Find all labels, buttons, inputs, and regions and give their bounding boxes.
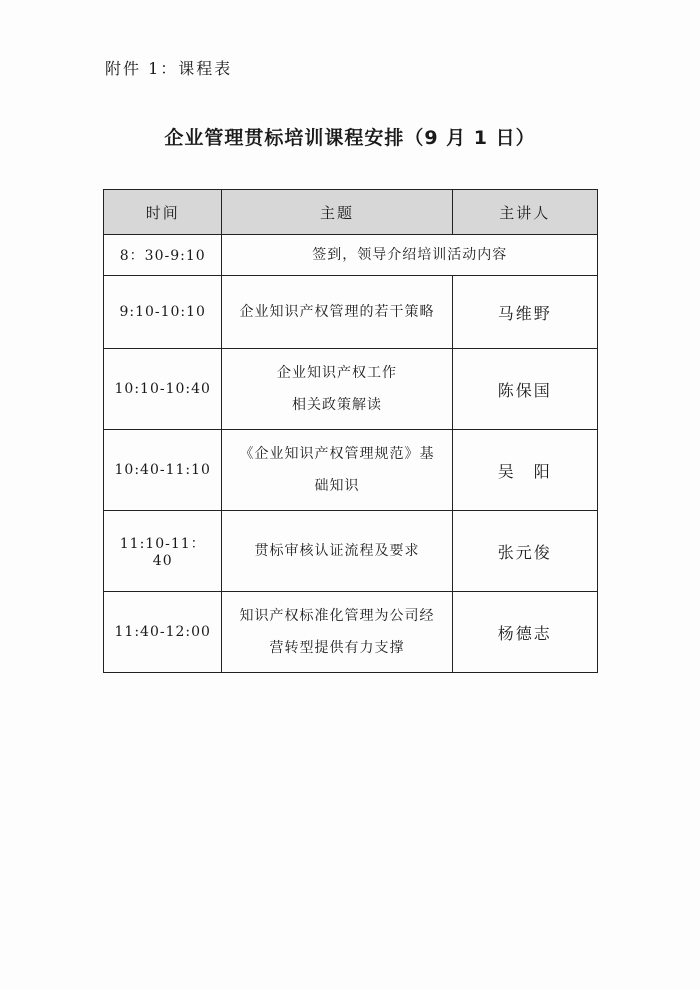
attachment-label: 附件 1：课程表 bbox=[105, 59, 233, 78]
cell-topic bbox=[222, 592, 452, 673]
cell-topic: 企业知识产权管理的若干策略 bbox=[222, 276, 452, 349]
cell-speaker: 吴 阳 bbox=[452, 430, 597, 511]
table-row bbox=[104, 430, 598, 511]
schedule-table bbox=[103, 189, 598, 673]
table-row bbox=[104, 349, 598, 430]
cell-speaker: 陈保国 bbox=[452, 349, 597, 430]
cell-topic: 贯标审核认证流程及要求 bbox=[222, 511, 452, 592]
cell-topic bbox=[222, 430, 452, 511]
column-header-speaker: 主讲人 bbox=[452, 190, 597, 235]
cell-topic bbox=[222, 349, 452, 430]
topic-line: 《企业知识产权管理规范》基 bbox=[239, 446, 435, 462]
cell-topic: 签到，领导介绍培训活动内容 bbox=[222, 235, 598, 276]
column-header-topic: 主题 bbox=[222, 190, 452, 235]
cell-time: 9:10-10:10 bbox=[104, 276, 222, 349]
cell-time: 11:40-12:00 bbox=[104, 592, 222, 673]
column-header-time: 时间 bbox=[104, 190, 222, 235]
table-row bbox=[104, 511, 598, 592]
topic-line: 知识产权标准化管理为公司经 bbox=[239, 608, 435, 624]
topic-line: 营转型提供有力支撑 bbox=[269, 640, 405, 656]
topic-line: 企业知识产权工作 bbox=[276, 365, 397, 381]
cell-time: 10:40-11:10 bbox=[104, 430, 222, 511]
table-row bbox=[104, 592, 598, 673]
cell-speaker: 张元俊 bbox=[452, 511, 597, 592]
table-header-row bbox=[104, 190, 598, 235]
cell-speaker: 马维野 bbox=[452, 276, 597, 349]
table-row bbox=[104, 276, 598, 349]
cell-speaker: 杨德志 bbox=[452, 592, 597, 673]
cell-time: 11:10-11：40 bbox=[104, 511, 222, 592]
topic-line: 相关政策解读 bbox=[291, 397, 382, 413]
page-title: 企业管理贯标培训课程安排（9 月 1 日） bbox=[164, 127, 536, 149]
table-row bbox=[104, 235, 598, 276]
topic-line: 础知识 bbox=[314, 478, 360, 494]
cell-time: 8：30-9:10 bbox=[104, 235, 222, 276]
cell-time: 10:10-10:40 bbox=[104, 349, 222, 430]
